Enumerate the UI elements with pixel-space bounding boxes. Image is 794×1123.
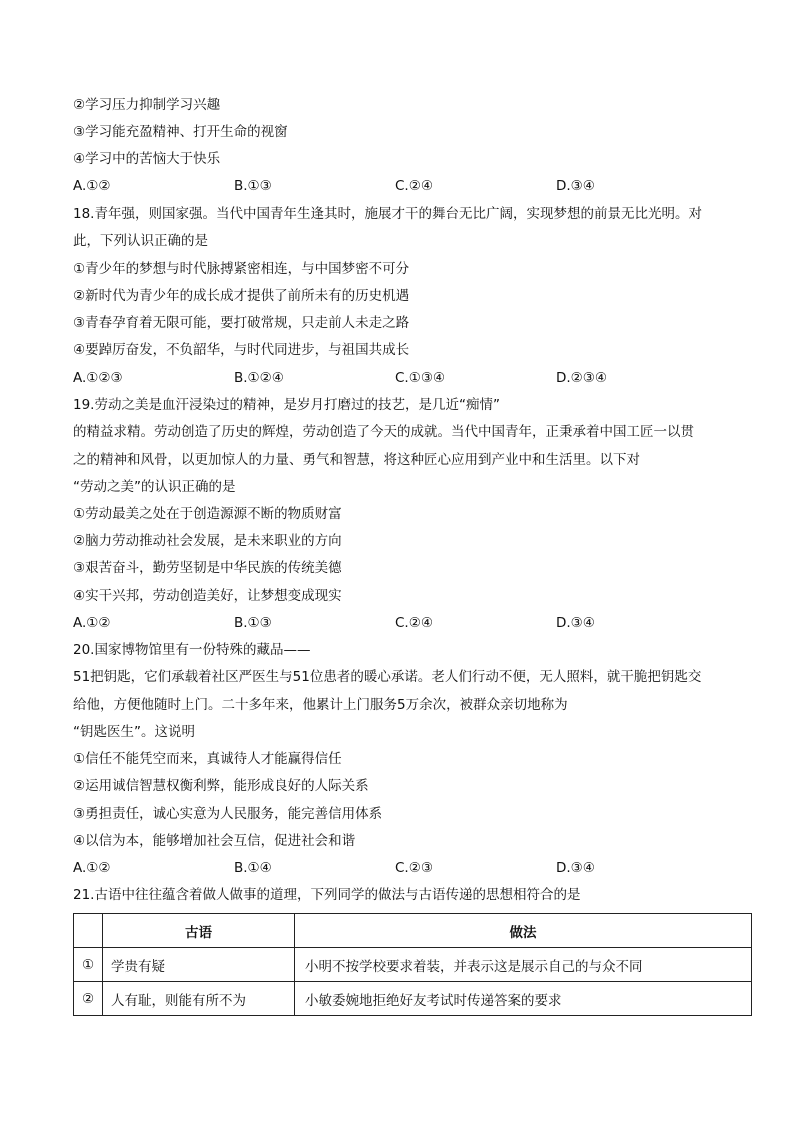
q18-item-2: ②新时代为青少年的成长成才提供了前所未有的历史机遇 [73,288,410,304]
table-header-practice: 做法 [295,914,752,948]
q20-options [73,858,753,878]
q19-options [73,613,753,633]
q19-item-3: ③艰苦奋斗，勤劳坚韧是中华民族的传统美德 [73,560,342,576]
table-cell-index: ① [74,948,103,982]
q19-stem-line-4: “劳动之美”的认识正确的是 [73,479,236,495]
q17-options [73,176,753,196]
q19-option-c[interactable]: C.②④ [395,615,433,631]
q17-item-2: ②学习压力抑制学习兴趣 [73,97,221,113]
q20-option-c[interactable]: C.②③ [395,860,433,876]
q18-item-4: ④要踔厉奋发，不负韶华，与时代同进步，与祖国共成长 [73,342,410,358]
table-cell-practice: 小明不按学校要求着装，并表示这是展示自己的与众不同 [295,948,752,982]
q20-stem-line-4: “钥匙医生”。这说明 [73,724,195,740]
q20-item-3: ③勇担责任，诚心实意为人民服务，能完善信用体系 [73,806,383,822]
q20-item-4: ④以信为本，能够增加社会互信，促进社会和谐 [73,833,356,849]
q18-item-1: ①青少年的梦想与时代脉搏紧密相连，与中国梦密不可分 [73,261,410,277]
q19-stem-line-3: 之的精神和风骨，以更加惊人的力量、勇气和智慧，将这种匠心应用到产业中和生活里。以下对 [73,452,640,468]
q21-table [73,913,752,1016]
q19-option-a[interactable]: A.①② [73,615,111,631]
q20-stem-line-3: 给他，方便他随时上门。二十多年来，他累计上门服务5万余次，被群众亲切地称为 [73,697,568,713]
q20-stem-line-2: 51把钥匙，它们承载着社区严医生与51位患者的暖心承诺。老人们行动不便，无人照料，就干脆把钥匙交 [73,669,702,685]
q20-option-b[interactable]: B.①④ [234,860,272,876]
q20-stem-line-1: 20.国家博物馆里有一份特殊的藏品—— [73,642,311,658]
q19-item-2: ②脑力劳动推动社会发展，是未来职业的方向 [73,533,342,549]
q17-option-a[interactable]: A.①② [73,178,111,194]
q19-option-b[interactable]: B.①③ [234,615,272,631]
table-header-proverb: 古语 [103,914,295,948]
q17-option-d[interactable]: D.③④ [556,178,595,194]
q18-stem-line-2: 此，下列认识正确的是 [73,233,208,249]
q18-item-3: ③青春孕育着无限可能，要打破常规，只走前人未走之路 [73,315,410,331]
table-cell-proverb: 学贵有疑 [103,948,295,982]
q18-option-d[interactable]: D.②③④ [556,370,607,386]
q19-item-1: ①劳动最美之处在于创造源源不断的物质财富 [73,506,342,522]
q20-item-2: ②运用诚信智慧权衡利弊，能形成良好的人际关系 [73,778,369,794]
q20-option-d[interactable]: D.③④ [556,860,595,876]
table-cell-proverb: 人有耻，则能有所不为 [103,982,295,1016]
q17-item-4: ④学习中的苦恼大于快乐 [73,151,221,167]
q18-option-b[interactable]: B.①②④ [234,370,284,386]
q17-option-b[interactable]: B.①③ [234,178,272,194]
q17-option-c[interactable]: C.②④ [395,178,433,194]
table-cell-index: ② [74,982,103,1016]
table-row [74,948,752,982]
q19-option-d[interactable]: D.③④ [556,615,595,631]
q18-option-a[interactable]: A.①②③ [73,370,123,386]
q19-stem-line-2: 的精益求精。劳动创造了历史的辉煌，劳动创造了今天的成就。当代中国青年，正秉承着中国工匠一以贯 [73,424,694,440]
table-row [74,982,752,1016]
q19-item-4: ④实干兴邦，劳动创造美好，让梦想变成现实 [73,588,342,604]
q20-option-a[interactable]: A.①② [73,860,111,876]
q18-stem-line-1: 18.青年强，则国家强。当代中国青年生逢其时，施展才干的舞台无比广阔，实现梦想的前景无比光明。对 [73,206,702,222]
q20-item-1: ①信任不能凭空而来，真诚待人才能赢得信任 [73,751,342,767]
q21-stem: 21.古语中往往蕴含着做人做事的道理，下列同学的做法与古语传递的思想相符合的是 [73,887,581,903]
table-cell-practice: 小敏委婉地拒绝好友考试时传递答案的要求 [295,982,752,1016]
q18-option-c[interactable]: C.①③④ [395,370,446,386]
q17-item-3: ③学习能充盈精神、打开生命的视窗 [73,124,288,140]
q19-stem-line-1: 19.劳动之美是血汗浸染过的精神，是岁月打磨过的技艺，是几近“痴情” [73,397,500,413]
table-header-row [74,914,752,948]
q18-options [73,368,753,388]
table-header-index [74,914,103,948]
